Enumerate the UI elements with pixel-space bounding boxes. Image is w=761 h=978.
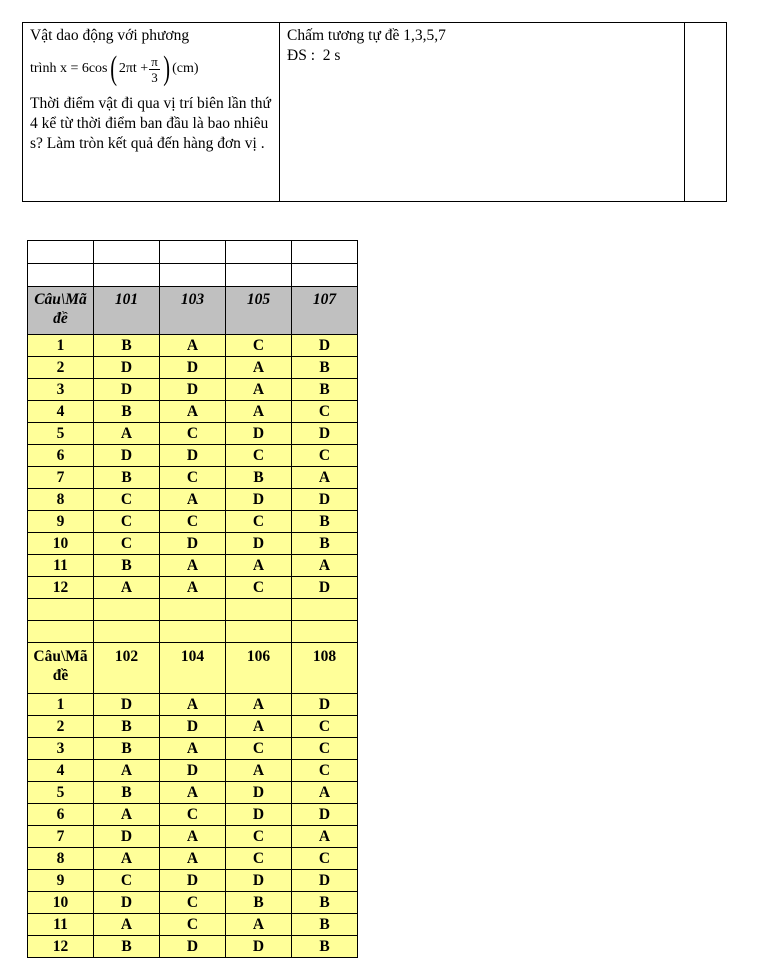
table-row bbox=[28, 401, 358, 423]
blank-cell bbox=[94, 264, 160, 287]
answer-letter: A bbox=[94, 914, 160, 936]
answer-letter: A bbox=[292, 826, 358, 848]
answer-letter: D bbox=[94, 379, 160, 401]
exam-code: 102 bbox=[94, 643, 160, 694]
answer-letter: D bbox=[94, 445, 160, 467]
table-row bbox=[28, 870, 358, 892]
answer-letter: A bbox=[160, 782, 226, 804]
answer-letter: D bbox=[292, 804, 358, 826]
table-row bbox=[28, 423, 358, 445]
answer-letter: D bbox=[226, 870, 292, 892]
answer-letter: C bbox=[94, 533, 160, 555]
answer-letter: A bbox=[160, 401, 226, 423]
answer-letter: B bbox=[94, 467, 160, 489]
blank-row bbox=[28, 621, 358, 643]
answer-letter: B bbox=[94, 782, 160, 804]
answer-letter: D bbox=[160, 379, 226, 401]
answer-letter: D bbox=[292, 577, 358, 599]
question-number: 12 bbox=[28, 577, 94, 599]
blank-cell bbox=[226, 264, 292, 287]
blank-cell bbox=[226, 241, 292, 264]
equation bbox=[30, 48, 272, 90]
answer-letter: A bbox=[160, 555, 226, 577]
answer-letter: A bbox=[94, 760, 160, 782]
table-row bbox=[28, 357, 358, 379]
answer-letter: D bbox=[160, 870, 226, 892]
table-row bbox=[28, 379, 358, 401]
answer-letter: A bbox=[160, 577, 226, 599]
answer-key-table bbox=[27, 240, 358, 958]
fraction bbox=[149, 54, 160, 85]
answer-letter: A bbox=[160, 738, 226, 760]
question-number: 4 bbox=[28, 760, 94, 782]
answer-letter: B bbox=[226, 467, 292, 489]
question-number: 3 bbox=[28, 738, 94, 760]
question-number: 12 bbox=[28, 936, 94, 958]
answer-letter: C bbox=[94, 489, 160, 511]
exam-code: 101 bbox=[94, 287, 160, 335]
answer-letter: A bbox=[226, 379, 292, 401]
answer-letter: C bbox=[292, 848, 358, 870]
header-label: Câu\Mã đề bbox=[28, 643, 94, 694]
blank-cell bbox=[292, 264, 358, 287]
question-number: 7 bbox=[28, 467, 94, 489]
answer-letter: D bbox=[160, 716, 226, 738]
answer-letter: A bbox=[226, 694, 292, 716]
answer-letter: C bbox=[292, 716, 358, 738]
blank-cell bbox=[292, 621, 358, 643]
table-row bbox=[28, 555, 358, 577]
blank-cell bbox=[94, 599, 160, 621]
question-number: 10 bbox=[28, 533, 94, 555]
answer-letter: C bbox=[160, 511, 226, 533]
answer-cell bbox=[280, 23, 685, 202]
blank-cell bbox=[160, 599, 226, 621]
answer-letter: D bbox=[226, 489, 292, 511]
question-number: 11 bbox=[28, 914, 94, 936]
answer-key-body bbox=[28, 241, 358, 958]
blank-cell bbox=[226, 621, 292, 643]
blank-cell bbox=[94, 621, 160, 643]
table-row bbox=[28, 738, 358, 760]
equation-inner: 2πt + bbox=[118, 61, 149, 76]
answer-letter: D bbox=[94, 826, 160, 848]
answer-letter: C bbox=[292, 738, 358, 760]
question-number: 9 bbox=[28, 870, 94, 892]
answer-letter: A bbox=[94, 848, 160, 870]
answer-letter: D bbox=[226, 804, 292, 826]
answer-letter: B bbox=[94, 335, 160, 357]
blank-cell bbox=[94, 241, 160, 264]
table-row bbox=[28, 782, 358, 804]
answer-letter: A bbox=[226, 401, 292, 423]
answer-letter: A bbox=[160, 826, 226, 848]
question-number: 9 bbox=[28, 511, 94, 533]
answer-letter: B bbox=[292, 533, 358, 555]
answer-letter: A bbox=[292, 782, 358, 804]
question-number: 5 bbox=[28, 782, 94, 804]
answer-letter: B bbox=[292, 511, 358, 533]
answer-letter: B bbox=[292, 379, 358, 401]
key-header-row bbox=[28, 287, 358, 335]
answer-letter: A bbox=[160, 489, 226, 511]
blank-cell bbox=[28, 264, 94, 287]
answer-letter: D bbox=[160, 936, 226, 958]
right-paren: ) bbox=[163, 50, 170, 87]
question-number: 4 bbox=[28, 401, 94, 423]
blank-cell bbox=[160, 264, 226, 287]
answer-letter: C bbox=[292, 445, 358, 467]
question-number: 1 bbox=[28, 694, 94, 716]
table-row bbox=[28, 914, 358, 936]
answer-letter: C bbox=[226, 335, 292, 357]
answer-letter: A bbox=[226, 760, 292, 782]
answer-letter: C bbox=[226, 445, 292, 467]
blank-cell bbox=[28, 599, 94, 621]
answer-letter: A bbox=[94, 423, 160, 445]
table-row bbox=[28, 892, 358, 914]
answer-letter: C bbox=[160, 804, 226, 826]
answer-letter: D bbox=[292, 423, 358, 445]
answer-letter: A bbox=[226, 555, 292, 577]
left-paren: ( bbox=[109, 50, 117, 87]
answer-letter: A bbox=[160, 335, 226, 357]
answer-letter: C bbox=[160, 467, 226, 489]
question-number: 2 bbox=[28, 716, 94, 738]
answer-letter: A bbox=[292, 555, 358, 577]
answer-letter: D bbox=[292, 335, 358, 357]
answer-letter: D bbox=[160, 533, 226, 555]
answer-letter: A bbox=[226, 716, 292, 738]
answer-letter: B bbox=[226, 892, 292, 914]
equation-prefix: trình x = 6cos bbox=[30, 61, 108, 76]
answer-letter: C bbox=[226, 848, 292, 870]
fraction-denominator: 3 bbox=[151, 69, 158, 85]
question-number: 7 bbox=[28, 826, 94, 848]
question-number: 3 bbox=[28, 379, 94, 401]
answer-letter: C bbox=[226, 577, 292, 599]
exam-code: 104 bbox=[160, 643, 226, 694]
table-row bbox=[28, 694, 358, 716]
question-number: 2 bbox=[28, 357, 94, 379]
answer-letter: A bbox=[160, 694, 226, 716]
answer-letter: C bbox=[94, 870, 160, 892]
answer-letter: C bbox=[160, 423, 226, 445]
answer-letter: D bbox=[94, 357, 160, 379]
answer-letter: B bbox=[292, 892, 358, 914]
blank-cell bbox=[28, 241, 94, 264]
blank-cell bbox=[160, 241, 226, 264]
blank-cell bbox=[292, 241, 358, 264]
table-row bbox=[28, 936, 358, 958]
question-number: 6 bbox=[28, 804, 94, 826]
answer-letter: B bbox=[94, 555, 160, 577]
answer-letter: A bbox=[292, 467, 358, 489]
answer-letter: B bbox=[94, 716, 160, 738]
answer-letter: B bbox=[94, 738, 160, 760]
blank-cell bbox=[226, 599, 292, 621]
question-body: Thời điểm vật đi qua vị trí biên lần thứ 4 kể từ thời điểm ban đầu là bao nhiêu s? Làm tròn kết quả đến hàng đơn vị . bbox=[30, 95, 271, 152]
fraction-numerator: π bbox=[151, 53, 158, 69]
blank-row bbox=[28, 241, 358, 264]
grading-note: Chấm tương tự đề 1,3,5,7 bbox=[287, 27, 446, 44]
table-row bbox=[28, 335, 358, 357]
table-row bbox=[28, 467, 358, 489]
question-number: 11 bbox=[28, 555, 94, 577]
answer-letter: A bbox=[226, 357, 292, 379]
question-line1: Vật dao động với phương bbox=[30, 27, 190, 44]
empty-cell bbox=[685, 23, 727, 202]
answer-letter: D bbox=[160, 357, 226, 379]
table-row bbox=[28, 445, 358, 467]
table-row bbox=[28, 533, 358, 555]
answer-letter: C bbox=[292, 401, 358, 423]
exam-code: 106 bbox=[226, 643, 292, 694]
answer-letter: A bbox=[94, 804, 160, 826]
question-number: 8 bbox=[28, 489, 94, 511]
exam-code: 105 bbox=[226, 287, 292, 335]
table-row bbox=[28, 804, 358, 826]
answer-letter: C bbox=[226, 738, 292, 760]
blank-row bbox=[28, 264, 358, 287]
answer-letter: D bbox=[160, 445, 226, 467]
answer-text: ĐS : 2 s bbox=[287, 47, 341, 64]
header-label: Câu\Mã đề bbox=[28, 287, 94, 335]
answer-letter: A bbox=[160, 848, 226, 870]
answer-letter: C bbox=[94, 511, 160, 533]
table-row bbox=[28, 848, 358, 870]
question-number: 5 bbox=[28, 423, 94, 445]
blank-cell bbox=[28, 621, 94, 643]
blank-cell bbox=[292, 599, 358, 621]
table-row bbox=[28, 826, 358, 848]
equation-suffix: (cm) bbox=[172, 61, 199, 76]
answer-letter: B bbox=[292, 357, 358, 379]
answer-letter: D bbox=[226, 533, 292, 555]
table-row bbox=[28, 489, 358, 511]
question-number: 8 bbox=[28, 848, 94, 870]
answer-letter: A bbox=[94, 577, 160, 599]
key-header-row bbox=[28, 643, 358, 694]
answer-letter: D bbox=[94, 694, 160, 716]
answer-letter: B bbox=[292, 936, 358, 958]
answer-letter: D bbox=[292, 489, 358, 511]
answer-letter: D bbox=[94, 892, 160, 914]
exam-code: 107 bbox=[292, 287, 358, 335]
answer-letter: C bbox=[160, 914, 226, 936]
question-row bbox=[23, 23, 727, 202]
answer-letter: B bbox=[292, 914, 358, 936]
answer-letter: B bbox=[94, 401, 160, 423]
answer-letter: C bbox=[226, 511, 292, 533]
question-number: 6 bbox=[28, 445, 94, 467]
table-row bbox=[28, 577, 358, 599]
question-table bbox=[22, 22, 727, 202]
answer-letter: D bbox=[160, 760, 226, 782]
answer-letter: C bbox=[292, 760, 358, 782]
blank-row bbox=[28, 599, 358, 621]
answer-letter: D bbox=[292, 694, 358, 716]
answer-letter: D bbox=[226, 936, 292, 958]
answer-letter: D bbox=[226, 782, 292, 804]
answer-letter: D bbox=[226, 423, 292, 445]
blank-cell bbox=[160, 621, 226, 643]
answer-letter: A bbox=[226, 914, 292, 936]
question-number: 10 bbox=[28, 892, 94, 914]
answer-letter: C bbox=[226, 826, 292, 848]
exam-code: 108 bbox=[292, 643, 358, 694]
answer-letter: D bbox=[292, 870, 358, 892]
table-row bbox=[28, 511, 358, 533]
table-row bbox=[28, 760, 358, 782]
table-row bbox=[28, 716, 358, 738]
question-cell bbox=[23, 23, 280, 202]
question-number: 1 bbox=[28, 335, 94, 357]
answer-letter: B bbox=[94, 936, 160, 958]
answer-letter: C bbox=[160, 892, 226, 914]
exam-code: 103 bbox=[160, 287, 226, 335]
